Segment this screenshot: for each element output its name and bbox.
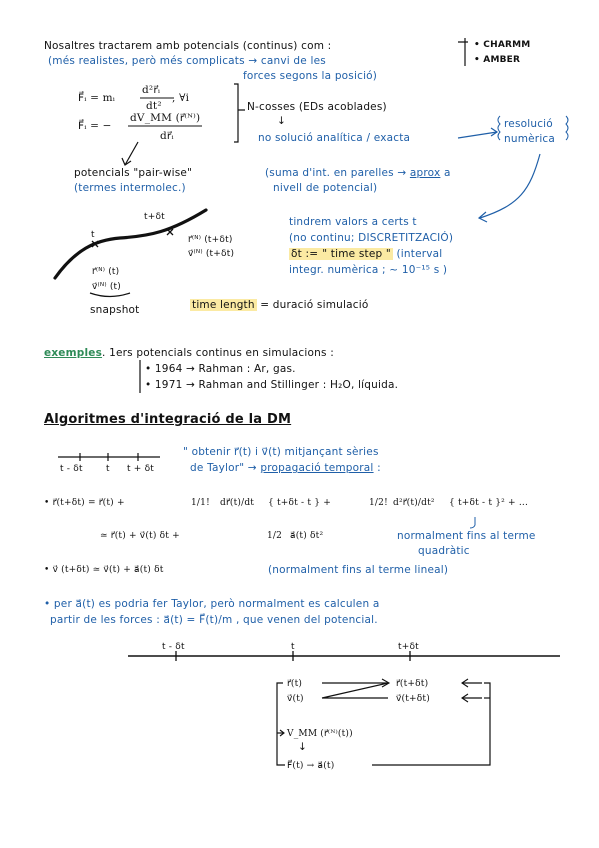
force-eq-num: dV_MM (r⃗⁽ᴺ⁾) <box>130 112 201 124</box>
flow-force-accel: F⃗(t) → a⃗(t) <box>287 761 335 771</box>
time-length-text: = duració simulació <box>256 299 369 311</box>
taylor-quote-2a: de Taylor" → <box>190 462 257 474</box>
flow-r-tdt: r⃗(t+δt) <box>396 679 429 689</box>
section-title: Algoritmes d'integració de la DM <box>44 412 292 427</box>
snapshot-brace <box>90 293 130 297</box>
flow-axis-t: t <box>291 642 295 652</box>
discret-line-2: (no continu; DISCRETITZACIÓ) <box>289 232 454 244</box>
amber-label: • AMBER <box>474 55 521 65</box>
flow-left-bracket <box>277 683 285 765</box>
series-note-1: normalment fins al terme <box>397 530 536 542</box>
flow-return-line <box>372 683 490 765</box>
note-hook <box>470 517 475 528</box>
example-2: • 1971 → Rahman and Stillinger : H₂O, líquida. <box>145 379 399 391</box>
time-length-label: time length <box>192 299 255 311</box>
series-v: • v⃗ (t+δt) ≃ v⃗(t) + a⃗(t) δt <box>44 565 164 575</box>
resolucio-line-2: numèrica <box>504 133 556 145</box>
intro-line-1: Nosaltres tractarem amb potencials (continus) com : <box>44 40 332 52</box>
arrow-resolucio-to-discret <box>480 154 540 218</box>
taylor-quote-2c: : <box>377 462 381 474</box>
newton-eq-lhs: F⃗ᵢ = mᵢ <box>78 92 116 104</box>
examples-text: . 1ers potencials continus en simulacions : <box>102 347 334 359</box>
eq-bracket <box>234 84 245 142</box>
n-cosses-text: N-cosses (EDs acoblades) <box>247 101 387 113</box>
traj-r-tdt: r⃗⁽ᴺ⁾ (t+δt) <box>188 235 233 245</box>
interval-text: (interval <box>396 248 443 260</box>
aprox-text: aprox <box>409 167 441 179</box>
flow-v-tdt: v⃗(t+δt) <box>396 694 430 704</box>
series-r-deriv1: dr⃗(t)/dt <box>220 498 255 508</box>
series-r-lhs: • r⃗(t+δt) = r⃗(t) + <box>44 498 125 508</box>
discret-line-4: integr. numèrica ; ~ 10⁻¹⁵ s ) <box>289 264 448 276</box>
series-r-coef1: 1/1! <box>191 498 210 508</box>
traj-r-t: r⃗⁽ᴺ⁾ (t) <box>92 267 120 277</box>
newton-eq-den: dt² <box>146 100 162 112</box>
amber-text: AMBER <box>483 55 521 65</box>
no-solucio-text: no solució analítica / exacta <box>258 132 411 144</box>
pairwise-line-1: potencials "pair-wise" <box>74 167 193 179</box>
axis-t: t <box>106 464 110 474</box>
newton-eq-tail: , ∀i <box>172 92 190 104</box>
pairwise-right-2: nivell de potencial) <box>273 182 378 194</box>
series-approx-accel: a⃗(t) δt² <box>290 531 324 541</box>
down-arrow-1: ↓ <box>277 115 286 127</box>
snapshot-label: snapshot <box>90 304 140 316</box>
flow-down-arrow: ↓ <box>298 741 307 753</box>
discret-line-1: tindrem valors a certs t <box>289 216 417 228</box>
accel-note-2: partir de les forces : a⃗(t) = F⃗(t)/m , que venen del potencial. <box>50 614 378 626</box>
flow-v-t: v⃗(t) <box>287 694 304 704</box>
resolucio-line-1: resolució <box>504 118 553 130</box>
arrow-to-resolucio <box>458 132 497 138</box>
intro-line-2: (més realistes, però més complicats → canvi de les <box>48 55 326 67</box>
series-r-deriv2: d²r⃗(t)/dt² <box>393 498 435 508</box>
force-eq-den: dr⃗ᵢ <box>160 130 174 142</box>
flow-axis-t-minus: t - δt <box>162 642 185 652</box>
force-eq-lhs: F⃗ᵢ = − <box>78 120 112 132</box>
flow-r-t: r⃗(t) <box>287 679 303 689</box>
traj-v-tdt: v⃗⁽ᴺ⁾ (t+δt) <box>188 249 235 259</box>
axis-t-minus: t - δt <box>60 464 83 474</box>
example-1: • 1964 → Rahman : Ar, gas. <box>145 363 296 375</box>
pairwise-line-2: (termes intermolec.) <box>74 182 186 194</box>
propagacio-text: propagació temporal <box>260 462 374 474</box>
flow-axis-t-plus: t+δt <box>398 642 419 652</box>
charmm-label: • CHARMM <box>474 40 531 50</box>
series-approx-coef: 1/2 <box>267 531 283 541</box>
examples-label: exemples <box>44 347 103 359</box>
newton-eq-num: d²r⃗ᵢ <box>142 84 161 96</box>
resolucio-right-brace <box>566 116 568 140</box>
arrow-eq-to-pairwise <box>125 142 138 165</box>
pairwise-right-1a: (suma d'int. en parelles → <box>265 167 407 179</box>
resolucio-left-brace <box>498 116 500 140</box>
traj-v-t: v⃗⁽ᴺ⁾ (t) <box>92 282 121 292</box>
accel-note-1: • per a⃗(t) es podria fer Taylor, però normalment es calculen a <box>44 598 380 610</box>
taylor-quote-1: " obtenir r⃗(t) i v⃗(t) mitjançant sèries <box>183 446 379 458</box>
series-approx: ≃ r⃗(t) + v⃗(t) δt + <box>100 531 180 541</box>
time-step-label: " time step " <box>322 248 391 260</box>
traj-label-t: t <box>91 230 95 240</box>
charmm-text: CHARMM <box>483 40 531 50</box>
trajectory-curve <box>55 210 206 278</box>
flow-vmm: V_MM (r⃗⁽ᴺ⁾(t)) <box>287 729 353 739</box>
intro-line-3: forces segons la posició) <box>243 70 378 82</box>
axis-t-plus: t + δt <box>127 464 155 474</box>
series-v-note: (normalment fins al terme lineal) <box>268 564 449 576</box>
flow-z-arrows <box>322 683 388 698</box>
series-r-coef2: 1/2! <box>369 498 388 508</box>
pairwise-right-1c: a <box>443 167 451 179</box>
series-r-bracket1: { t+δt - t } + <box>268 498 331 508</box>
traj-label-tdt: t+δt <box>144 212 165 222</box>
options-bracket <box>458 38 468 66</box>
series-note-2: quadràtic <box>418 545 470 557</box>
series-r-bracket2: { t+δt - t }² + ... <box>449 498 528 508</box>
delta-t-def: δt := <box>291 248 319 260</box>
